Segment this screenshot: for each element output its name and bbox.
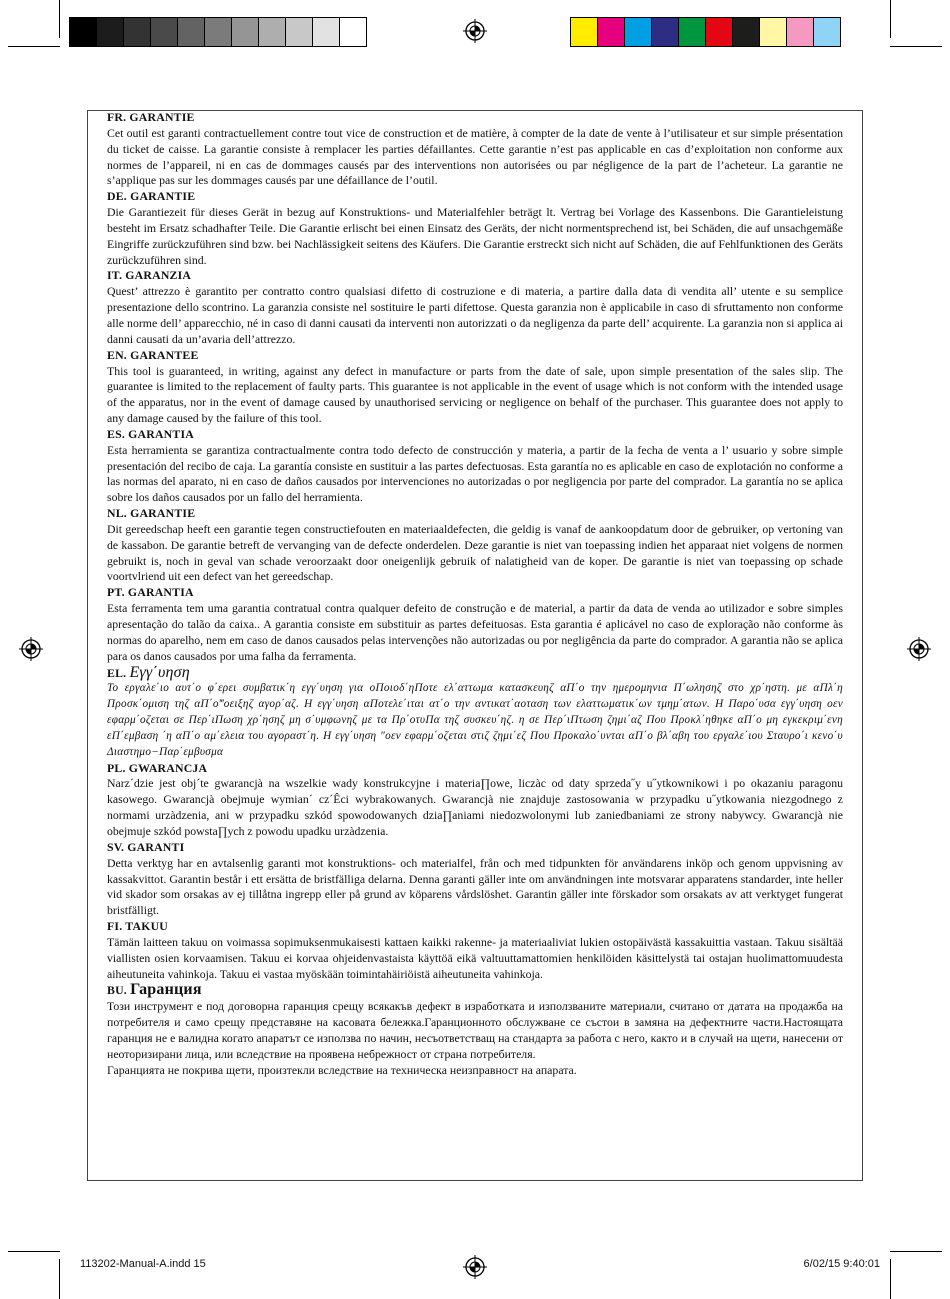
section-body-extra: Гаранцията не покрива щети, произтекли вследствие на техническа неизправност на апарата. (107, 1062, 577, 1077)
crop-mark (8, 46, 60, 47)
section-heading: SV. GARANTI (107, 839, 185, 854)
crop-mark (890, 1251, 942, 1252)
section-body: Dit gereedschap heeft een garantie tegen constructiefouten en materiaaldefecten, die geldig is vanaf de aankoopdatum door de gebruiker, op vertoning van de kassabon. De garantie betreft de vervanging van de defecte onderdelen. Deze garantie is niet van toepassing indien het apparaat niet volgens de normen gebruikt is, noch in geval van schade veroorzaakt door oneigenlijk gebruik of nalatigheid van de koper. De garantie is niet van toepassing op schade voortvlriend uit een defect van het gereedschap. (107, 521, 843, 584)
gray-swatch (285, 17, 313, 47)
heading-title: Εγγ΄υηση (129, 663, 190, 681)
crop-mark (890, 46, 942, 47)
gray-swatch (96, 17, 124, 47)
gray-swatch (150, 17, 178, 47)
heading-prefix: BU. (107, 983, 131, 998)
section-bu (107, 982, 843, 1078)
section-fi (107, 919, 843, 982)
section-heading: PT. GARANTIA (107, 585, 194, 600)
gray-swatch (177, 17, 205, 47)
section-heading: PL. GWARANCJA (107, 760, 208, 775)
section-en (107, 348, 843, 427)
section-heading (107, 982, 843, 999)
section-body: Cet outil est garanti contractuellement contre tout vice de construction et de matière, à compter de la date de vente à l’utilisateur et sur simple présentation du ticket de caisse. La garantie consiste à remplacer les parties défaillantes. Cette garantie n’est pas applicable en cas d’exploitation non conforme aux normes de l’appareil, ni en cas de dommages causés par des interventions non autorisées ou par négligence de la part de l’acheteur. La garantie ne s’applique pas sur les dommages causés par une défaillance de l’outil. (107, 125, 843, 188)
color-swatch (813, 17, 841, 47)
section-body: Το εργαλε΄ιο αυτ΄ο φ΄ερει συμβατικ΄η εγγ΄υηση για οΠοιοδ΄ηΠοτε ελ΄αττωμα κατασκευηζ αΠ΄ο την ημερομηνια Π΄ωλησηζ στο χρ΄ηστη. με αΠλ΄η Προσκ΄ομιση τηζ αΠ΄ο‴οειξηζ αγορ΄αζ. Η εγγ΄υηση αΠοτελε΄ιται ατ΄ο την αντικατ΄αοταση των ελαττωματικ΄ων τμημ΄ατων. Η Παρο΄υσα εγγ΄υηση οεν εφαρμ΄οζεται σε Περ΄ιΠωση χρ΄ησηζ μη σ΄υμφωνηζ με τα Πρ΄οτυΠα τηζ συσκευ΄ηζ. η σε Περ΄ιΠτωση ζημι΄αζ Που Προκλ΄ηθηκε αΠ΄ο μη εγκεκριμ΄ενη εΠ΄εμβαση ΄η αΠ΄ο αμ΄ελεια του αγοραστ΄η. Η εγγ΄υηση ″οεν εφαρμ΄οζεται στιζ ζημι΄εζ Που Προκαλο΄υνται αΠ΄ο βλ΄αβη του εργαλε΄ιου Σταυρο΄ι κενο΄υ Διαστημο−Παρ΄εμβυσμα (107, 682, 843, 758)
slug-datetime: 6/02/15 9:40:01 (803, 1258, 880, 1270)
section-nl (107, 506, 843, 585)
warranty-text (107, 110, 843, 1078)
color-swatch (570, 17, 598, 47)
gray-swatch (69, 17, 97, 47)
heading-prefix: EL. (107, 665, 130, 680)
grayscale-color-bar (69, 17, 366, 47)
registration-mark-icon (19, 637, 43, 661)
gray-swatch (258, 17, 286, 47)
section-fr (107, 110, 843, 189)
color-swatch (678, 17, 706, 47)
crop-mark (59, 0, 60, 38)
section-heading: NL. GARANTIE (107, 506, 196, 521)
crop-mark (890, 1259, 891, 1299)
color-swatch (786, 17, 814, 47)
section-body: Този инструмент е под договорна гаранция срещу всякакъв дефект в изработката и използваните материали, считано от датата на продажба на потребителя и само срещу представяне на касовата бележка.Гаранционното обслужване се състои в замяна на дефектните части.Настоящата гаранция не е валидна когато апаратът се използва по начин, несъответстващ на стандарта за работа с него, както и в случай на щети, нанесени от неоторизирани лица, или вследствие на проявена небрежност от страна потребителя. (107, 999, 843, 1061)
section-body: Quest’ attrezzo è garantito per contratto contro qualsiasi difetto di costruzione e di materia, a partire dalla data di vendita all’ utente e su semplice presentazione dello scontrino. La garanzia consiste nel sostituire le parti difettose. Questa garanzia non è applicabile in caso di sfruttamento non conforme alle norme dell’ apparecchio, né in caso di danni causati da interventi non autorizzati o da negligenza da parte dell’ acquirente. La garanzia non si applica ai danni causati da un’avaria dell’attrezzo. (107, 284, 843, 346)
color-swatch (651, 17, 679, 47)
section-it (107, 268, 843, 347)
registration-mark-icon (463, 19, 487, 43)
section-el (107, 665, 843, 761)
section-sv (107, 840, 843, 919)
section-body: Die Garantiezeit für dieses Gerät in bezug auf Konstruktions- und Materialfehler beträgt lt. Vertrag bei Vorlage des Kassenbons. Die Garantieleistung besteht im Ersatz schadhafter Teile. Die Garantie erlischt bei einen Einsatz des Geräts, der nicht normentsprechend ist, bei Schäden, die auf unsachgemäße Eingriffe zurückzuführen sind bzw. bei Nachlässigkeit seitens des Käufers. Die Garantie erstreckt sich nicht auf Schäden, die auf Fehlfunktionen des Geräts zurückzuführen sind. (107, 205, 843, 267)
section-body: Esta herramienta se garantiza contractualmente contra todo defecto de construcción y materia, a partir de la fecha de venta a l’ usuario y sobre simple presentación del recibo de caja. La garantía consiste en sustituir a las partes defectuosas. Esta garantía no es aplicable en caso de explotación no conforme a las normas del aparato, ni en caso de daños causados por intervenciones no autorizadas o por negligencia por parte del comprador. La garantía no se aplica sobre los daños causados por un fallo del herramienta. (107, 442, 843, 505)
section-heading: ES. GARANTIA (107, 426, 194, 441)
color-swatch (759, 17, 787, 47)
color-swatch (705, 17, 733, 47)
section-de (107, 189, 843, 268)
section-body: Narz´dzie jest obj´te gwarancjà na wszelkie wady konstrukcyjne i materia∏owe, liczàc od daty sprzeda˝y u˝ytkownikowi i po okazaniu paragonu kasowego. Gwarancjà obejmuje wymian´ cz´Êci wybrakowanych. Gwarancjà nie znajduje zastosowania w przypadku u˝ytkowania niezgodnego z normami urzàdzenia, ani w przypadku szkód spowodowanych dzia∏aniami niedozwolonymi lub zaniedbaniami ze strony nabywcy. Gwarancjà nie obejmuje szkód powsta∏ych z powodu upadku urzàdzenia. (107, 776, 843, 838)
gray-swatch (123, 17, 151, 47)
section-es (107, 427, 843, 506)
color-swatch (597, 17, 625, 47)
registration-mark-icon (907, 637, 931, 661)
section-heading (107, 665, 843, 682)
section-pl (107, 761, 843, 840)
section-heading: FI. TAKUU (107, 919, 169, 934)
section-pt (107, 585, 843, 664)
process-color-bar (570, 17, 840, 47)
slug-filename: 113202-Manual-A.indd 15 (80, 1258, 206, 1270)
heading-title: Гаранция (130, 981, 202, 999)
section-body: Detta verktyg har en avtalsenlig garanti mot konstruktions- och materialfel, från och med tidpunkten för användarens inköp och genom uppvisning av kassakvittot. Garantin består i ett ersätta de bristfälliga delarna. Denna garanti gäller inte om användningen inte motsvarar apparatens standarder, inte heller vid skador som orsakas av ej tillåtna ingrepp eller på grund av köparens vårdslöshet. Garantin gäller inte förskador som orsakats av att verktyget fungerat bristfälligt. (107, 855, 843, 918)
registration-mark-icon (463, 1255, 487, 1279)
section-body: Esta ferramenta tem uma garantia contratual contra qualquer defeito de construção e de material, a partir da data de venda ao utilizador e sobre simples apresentação do talão da caixa.. A garantia consiste em substituir as partes defeituosas. Esta garantia é aplicável no caso de exploração não conforme às normas do aparelho, nem em caso de danos causados pelas intervenções não autorizadas ou por negligência da parte do comprador. A garantia não se aplica para os danos causados por uma falha da ferramenta. (107, 601, 843, 663)
gray-swatch (339, 17, 367, 47)
gray-swatch (312, 17, 340, 47)
section-heading: FR. GARANTIE (107, 110, 195, 124)
gray-swatch (231, 17, 259, 47)
crop-mark (890, 0, 891, 38)
section-heading: DE. GARANTIE (107, 189, 196, 204)
section-body: This tool is guaranteed, in writing, against any defect in manufacture or parts from the date of sale, upon simple presentation of the sales slip. The guarantee is limited to the replacement of faulty parts. This guarantee is not applicable in the event of usage which is not conform with the intended usage of the apparatus, nor in the event of damage caused by unauthorised servicing or negligence on behalf of the purchaser. This guarantee does not apply to any damage caused by the failure of this tool. (107, 363, 843, 426)
crop-mark (8, 1251, 60, 1252)
color-swatch (732, 17, 760, 47)
section-body: Tämän laitteen takuu on voimassa sopimuksenmukaisesti kattaen kaikki rakenne- ja materiaaliviat lukien ostopäivästä kassakuittia vastaan. Takuu sisältää viallisten osien korvaamisen. Takuu ei korvaa ohjeidenvastaista käyttöä eikä valtuuttamattomien henkilöiden käsittelystä tai ostajan huolimattomuudesta aiheutuneita vahinkoja. Takuu ei vastaa myöskään toimintahäiriöistä aiheutuneita vahinkoja. (107, 934, 843, 981)
gray-swatch (204, 17, 232, 47)
color-swatch (624, 17, 652, 47)
section-heading: EN. GARANTEE (107, 347, 199, 362)
crop-mark (59, 1259, 60, 1299)
section-heading: IT. GARANZIA (107, 268, 192, 283)
